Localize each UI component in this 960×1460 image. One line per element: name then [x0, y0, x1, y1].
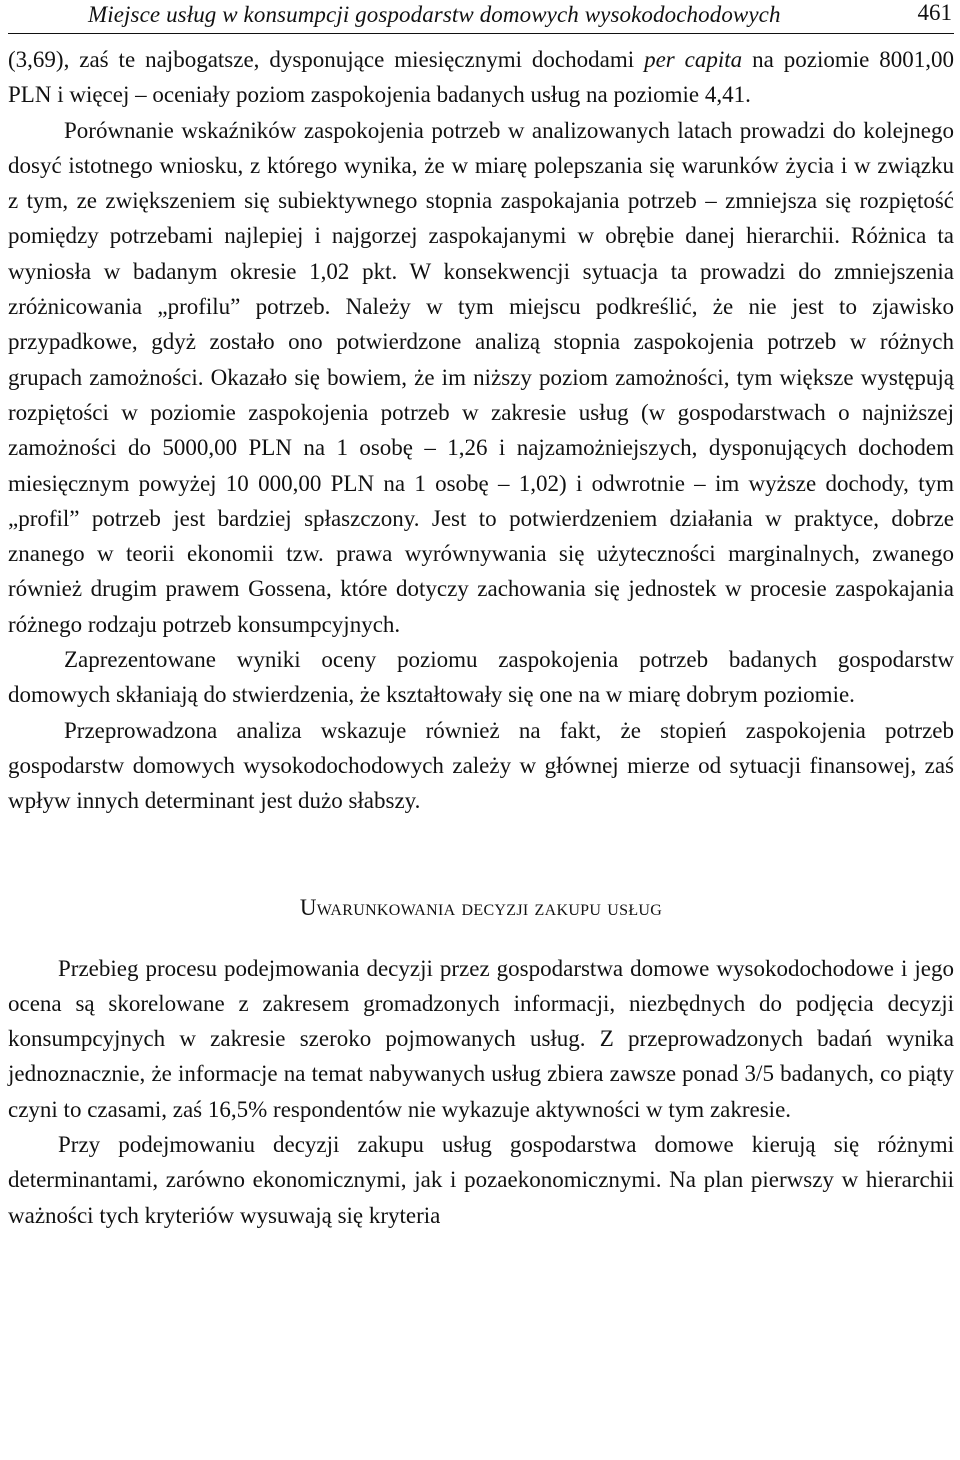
paragraph-1 [8, 42, 954, 113]
paragraph-1-emphasis: per capita [644, 47, 743, 72]
paragraph-3: Zaprezentowane wyniki oceny poziomu zaspokojenia potrzeb badanych gospodarstw domowych skłaniają do stwierdzenia, że kształtowały się one na w miarę dobrym poziomie. [8, 647, 954, 708]
page-number: 461 [917, 0, 952, 25]
running-title: Miejsce usług w konsumpcji gospodarstw domowych wysokodochodowych [88, 2, 781, 27]
paragraph-4: Przeprowadzona analiza wskazuje również na fakt, że stopień zaspokojenia potrzeb gospodarstw domowych wysokodochodowych zależy w głównej mierze od sytuacji finansowej, zaś wpływ innych determinant jest dużo słabszy. [8, 717, 954, 814]
running-header [8, 0, 954, 34]
section-heading: Uwarunkowania decyzji zakupu usług [299, 894, 663, 920]
section-body [8, 951, 954, 1233]
body-text [8, 42, 954, 819]
paragraph-2: Porównanie wskaźników zaspokojenia potrzeb w analizowanych latach prowadzi do kolejnego dosyć istotnego wniosku, z którego wynika, że w miarę polepszania się warunków życia i w związku z tym, ze zwiększeniem się subiektywnego stopnia zaspokajania potrzeb – zmniejsza się rozpiętość pomiędzy potrzebami najlepiej i najgorzej zaspokajanymi w obrębie danej hierarchii. Różnica ta wyniosła w badanym okresie 1,02 pkt. W konsekwencji sytuacja ta prowadzi do zmniejszenia zróżnicowania „profilu” potrzeb. Należy w tym miejscu podkreślić, że nie jest to zjawisko przypadkowe, gdyż zostało ono potwierdzone analizą stopnia zaspokojenia potrzeb w różnych grupach zamożności. Okazało się bowiem, że im niższy poziom zamożności, tym większe występują rozpiętości w poziomie zaspokojenia potrzeb w zakresie usług (w gospodarstwach o najniższej zamożności do 5000,00 PLN na 1 osobę – 1,26 i najzamożniejszych, dysponujących dochodem miesięcznym powyżej 10 000,00 PLN na 1 osobę – 1,02) i odwrotnie – im wyższe dochody, tym „profil” potrzeb jest bardziej spłaszczony. Jest to potwierdzeniem działania w praktyce, dobrze znanego w teorii ekonomii tzw. prawa wyrównywania się użyteczności marginalnych, zwanego również drugim prawem Gossena, które dotyczy zachowania się jednostek w procesie zaspokajania różnego rodzaju potrzeb konsumpcyjnych. [8, 117, 954, 637]
section-paragraph-1: Przebieg procesu podejmowania decyzji przez gospodarstwa domowe wysokodochodowe i jego ocena są skorelowane z zakresem gromadzonych informacji, niezbędnych do podjęcia decyzji konsumpcyjnych w zakresie szeroko pojmowanych usług. Z przeprowadzonych badań wynika jednoznacznie, że informacje na temat nabywanych usług zbiera zawsze ponad 3/5 badanych, co piąty czyni to czasami, zaś 16,5% respondentów nie wykazuje aktywności w tym zakresie. [8, 955, 954, 1122]
paragraph-1-after: na poziomie 8001,00 PLN i więcej – oceniały poziom zaspokojenia badanych usług na poziomie 4,41. [8, 47, 955, 108]
paragraph-1-before: (3,69), zaś te najbogatsze, dysponujące miesięcznymi dochodami [8, 47, 645, 72]
section-paragraph-2: Przy podejmowaniu decyzji zakupu usług gospodarstwa domowe kierują się różnymi determinantami, zarówno ekonomicznymi, jak i pozaekonomicznymi. Na plan pierwszy w hierarchii ważności tych kryteriów wysuwają się kryteria [8, 1132, 954, 1228]
